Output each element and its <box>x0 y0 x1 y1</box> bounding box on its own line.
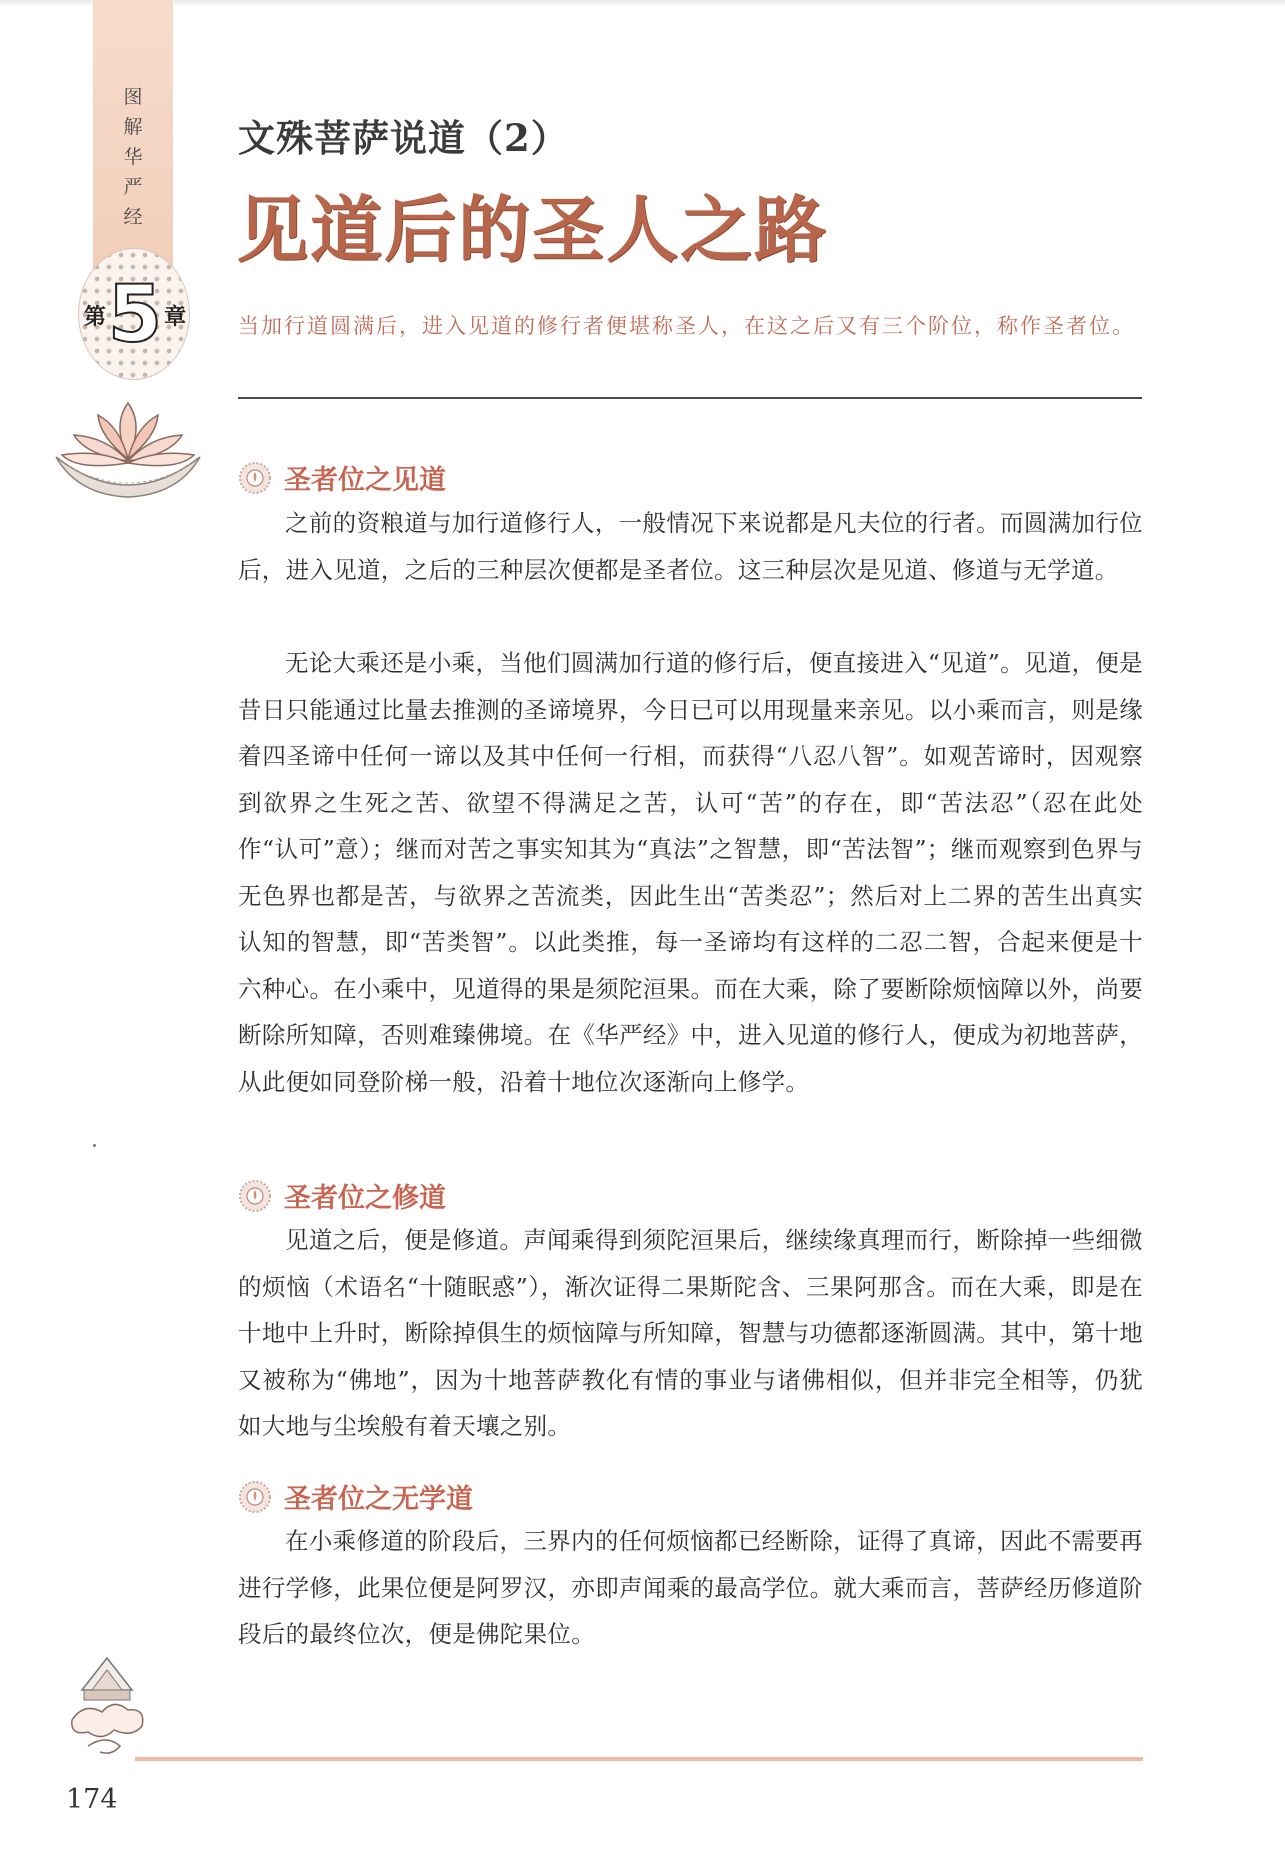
section-title: 圣者位之修道 <box>284 1183 446 1214</box>
book-title-char: 华 <box>123 146 143 168</box>
intro-divider <box>238 397 1142 399</box>
book-title-vertical <box>93 82 173 232</box>
section-heading-wuxuedao <box>238 1477 473 1516</box>
lotus-medallion-icon <box>238 1480 272 1514</box>
lotus-icon <box>48 385 208 505</box>
chapter-suffix: 章 <box>164 304 187 330</box>
lotus-medallion-icon <box>238 1179 272 1213</box>
section-heading-xiudao <box>238 1176 446 1215</box>
paragraph: 无论大乘还是小乘，当他们圆满加行道的修行后，便直接进入“见道”。见道，便是昔日只能通过比量去推测的圣谛境界，今日已可以用现量来亲见。以小乘而言，则是缘着四圣谛中任何一谛以及其中任何一行相，而获得“八忍八智”。如观苦谛时，因观察到欲界之生死之苦、欲望不得满足之苦，认可“苦”的存在，即“苦法忍”（忍在此处作“认可”意）；继而对苦之事实知其为“真法”之智慧，即“苦法智”；继而观察到色界与无色界也都是苦，与欲界之苦流类，因此生出“苦类忍”；然后对上二界的苦生出真实认知的智慧，即“苦类智”。以此类推，每一圣谛均有这样的二忍二智，合起来便是十六种心。在小乘中，见道得的果是须陀洹果。而在大乘，除了要断除烦恼障以外，尚要断除所知障，否则难臻佛境。在《华严经》中，进入见道的修行人，便成为初地菩萨，从此便如同登阶梯一般，沿着十地位次逐渐向上修学。 <box>238 649 1143 1096</box>
book-title-char: 图 <box>123 86 143 108</box>
footer-divider <box>135 1757 1143 1761</box>
page-number: 174 <box>66 1784 118 1815</box>
book-title-char: 严 <box>123 176 143 198</box>
chapter-label <box>70 270 200 360</box>
paragraph: 在小乘修道的阶段后，三界内的任何烦恼都已经断除，证得了真谛，因此不需要再进行学修，此果位便是阿罗汉，亦即声闻乘的最高学位。就大乘而言，菩萨经历修道阶段后的最终位次，便是佛陀果位。 <box>238 1527 1143 1648</box>
paragraph: 之前的资粮道与加行道修行人，一般情况下来说都是凡夫位的行者。而圆满加行位后，进入见道，之后的三种层次便都是圣者位。这三种层次是见道、修道与无学道。 <box>238 509 1143 584</box>
chapter-prefix: 第 <box>83 304 106 330</box>
section-heading-jiandao <box>238 458 446 497</box>
scan-speck <box>93 1144 96 1147</box>
section-title: 圣者位之见道 <box>284 465 446 496</box>
page-subtitle: 文殊菩萨说道（2） <box>238 116 569 160</box>
page-title: 见道后的圣人之路 <box>236 187 829 272</box>
lotus-medallion-icon <box>238 461 272 495</box>
intro-text: 当加行道圆满后，进入见道的修行者便堪称圣人，在这之后又有三个阶位，称作圣者位。 <box>238 314 1135 338</box>
book-title-char: 经 <box>123 206 143 228</box>
book-title-char: 解 <box>123 116 143 138</box>
chapter-number: 5 <box>107 270 163 360</box>
cloud-ornament-icon <box>62 1650 152 1760</box>
paragraph: 见道之后，便是修道。声闻乘得到须陀洹果后，继续缘真理而行，断除掉一些细微的烦恼（术语名“十随眠惑”），渐次证得二果斯陀含、三果阿那含。而在大乘，即是在十地中上升时，断除掉俱生的烦恼障与所知障，智慧与功德都逐渐圆满。其中，第十地又被称为“佛地”，因为十地菩萨教化有情的事业与诸佛相似，但并非完全相等，仍犹如大地与尘埃般有着天壤之别。 <box>238 1226 1143 1440</box>
page-top-edge <box>0 0 1285 6</box>
section-title: 圣者位之无学道 <box>284 1484 473 1515</box>
